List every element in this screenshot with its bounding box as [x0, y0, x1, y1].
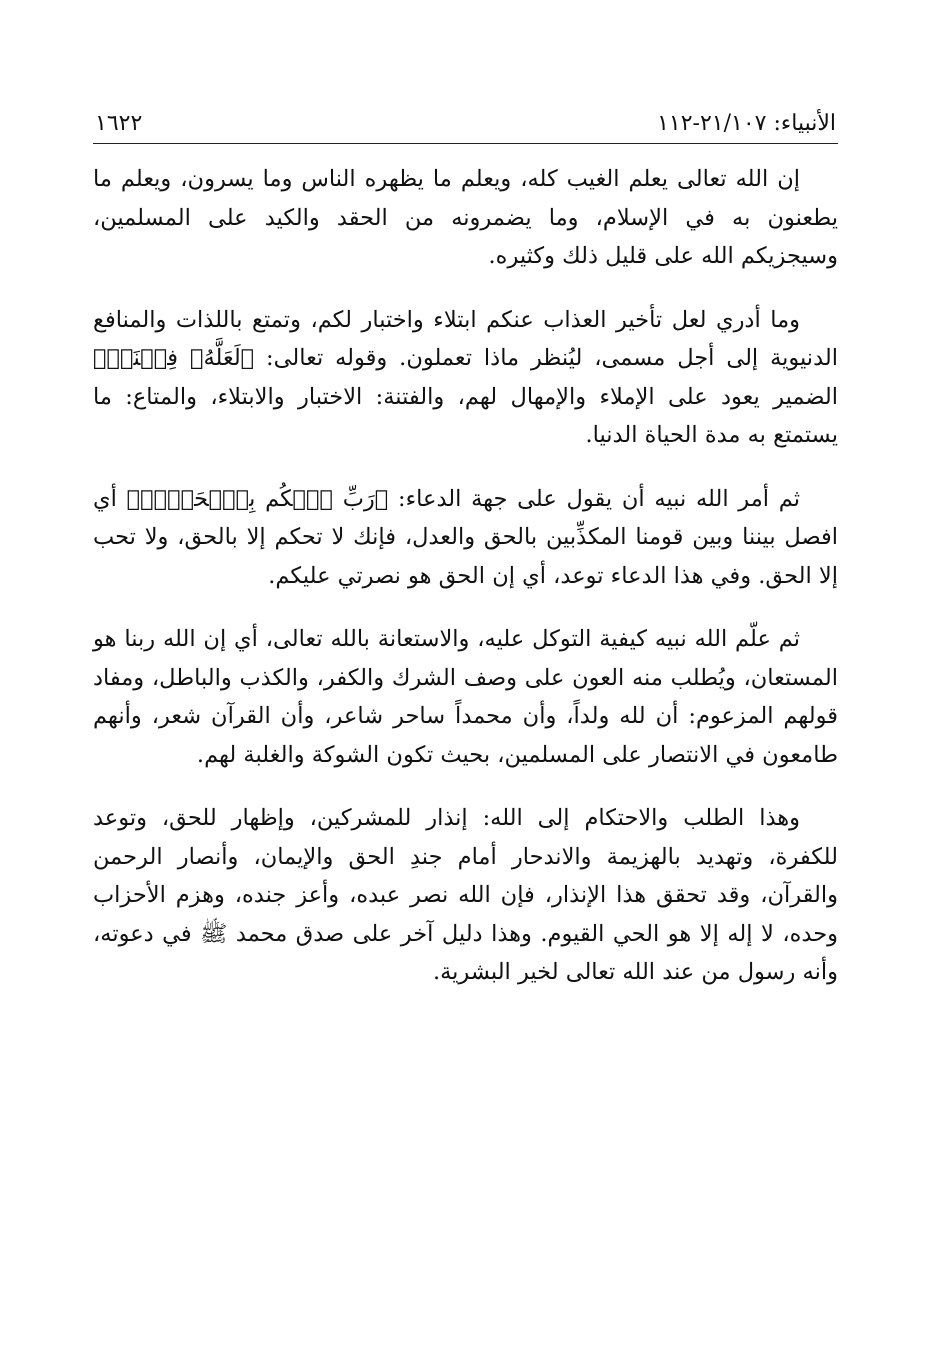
book-page	[93, 110, 838, 1017]
paragraph-3: ثم أمر الله نبيه أن يقول على جهة الدعاء: ﴿رَبِّ ٱحۡكُم بِٱلۡحَقِّۗ﴾ أي افصل بيننا وبين قومنا المكذِّبين بالحق والعدل، فإنك لا تحكم إلا بالحق، ولا تحب إلا الحق. وفي هذا الدعاء توعد، أي إن الحق هو نصرتي عليكم.	[93, 485, 838, 589]
surah-reference: الأنبياء: ٢١/١٠٧-١١٢	[657, 111, 836, 136]
paragraph-2: وما أدري لعل تأخير العذاب عنكم ابتلاء واختبار لكم، وتمتع باللذات والمنافع الدنيوية إلى أجل مسمى، ليُنظر ماذا تعملون. وقوله تعالى: ﴿لَعَلَّهُۥ فِتۡنَةٞ﴾ الضمير يعود على الإملاء والإمهال لهم، والفتنة: الاختبار والابتلاء، والمتاع: ما يستمتع به مدة الحياة الدنيا.	[93, 306, 838, 448]
paragraph-1: إن الله تعالى يعلم الغيب كله، ويعلم ما يظهره الناس وما يسرون، ويعلم ما يطعنون به في الإسلام، وما يضمرونه من الحقد والكيد على المسلمين، وسيجزيكم الله على قليل ذلك وكثيره.	[93, 166, 838, 269]
paragraph-4: ثم علّم الله نبيه كيفية التوكل عليه، والاستعانة بالله تعالى، أي إن الله ربنا هو المستعان، ويُطلب منه العون على وصف الشرك والكفر، والكذب والباطل، ومفاد قولهم المزعوم: أن لله ولداً، وأن محمداً ساحر شاعر، وأن القرآن شعر، وأنهم طامعون في الانتصار على المسلمين، بحيث تكون الشوكة والغلبة لهم.	[93, 626, 838, 768]
page-body	[93, 160, 838, 992]
page-number: ١٦٢٢	[95, 111, 143, 136]
paragraph-5: وهذا الطلب والاحتكام إلى الله: إنذار للمشركين، وإظهار للحق، وتوعد للكفرة، وتهديد بالهزيمة والاندحار أمام جندِ الحق والإيمان، وأنصار الرحمن والقرآن، وقد تحقق هذا الإنذار، فإن الله نصر عبده، وأعز جنده، وهزم الأحزاب وحده، لا إله إلا هو الحي القيوم. وهذا دليل آخر على صدق محمد ﷺ في دعوته، وأنه رسول من عند الله تعالى لخير البشرية.	[93, 805, 838, 985]
page-header	[93, 110, 838, 144]
